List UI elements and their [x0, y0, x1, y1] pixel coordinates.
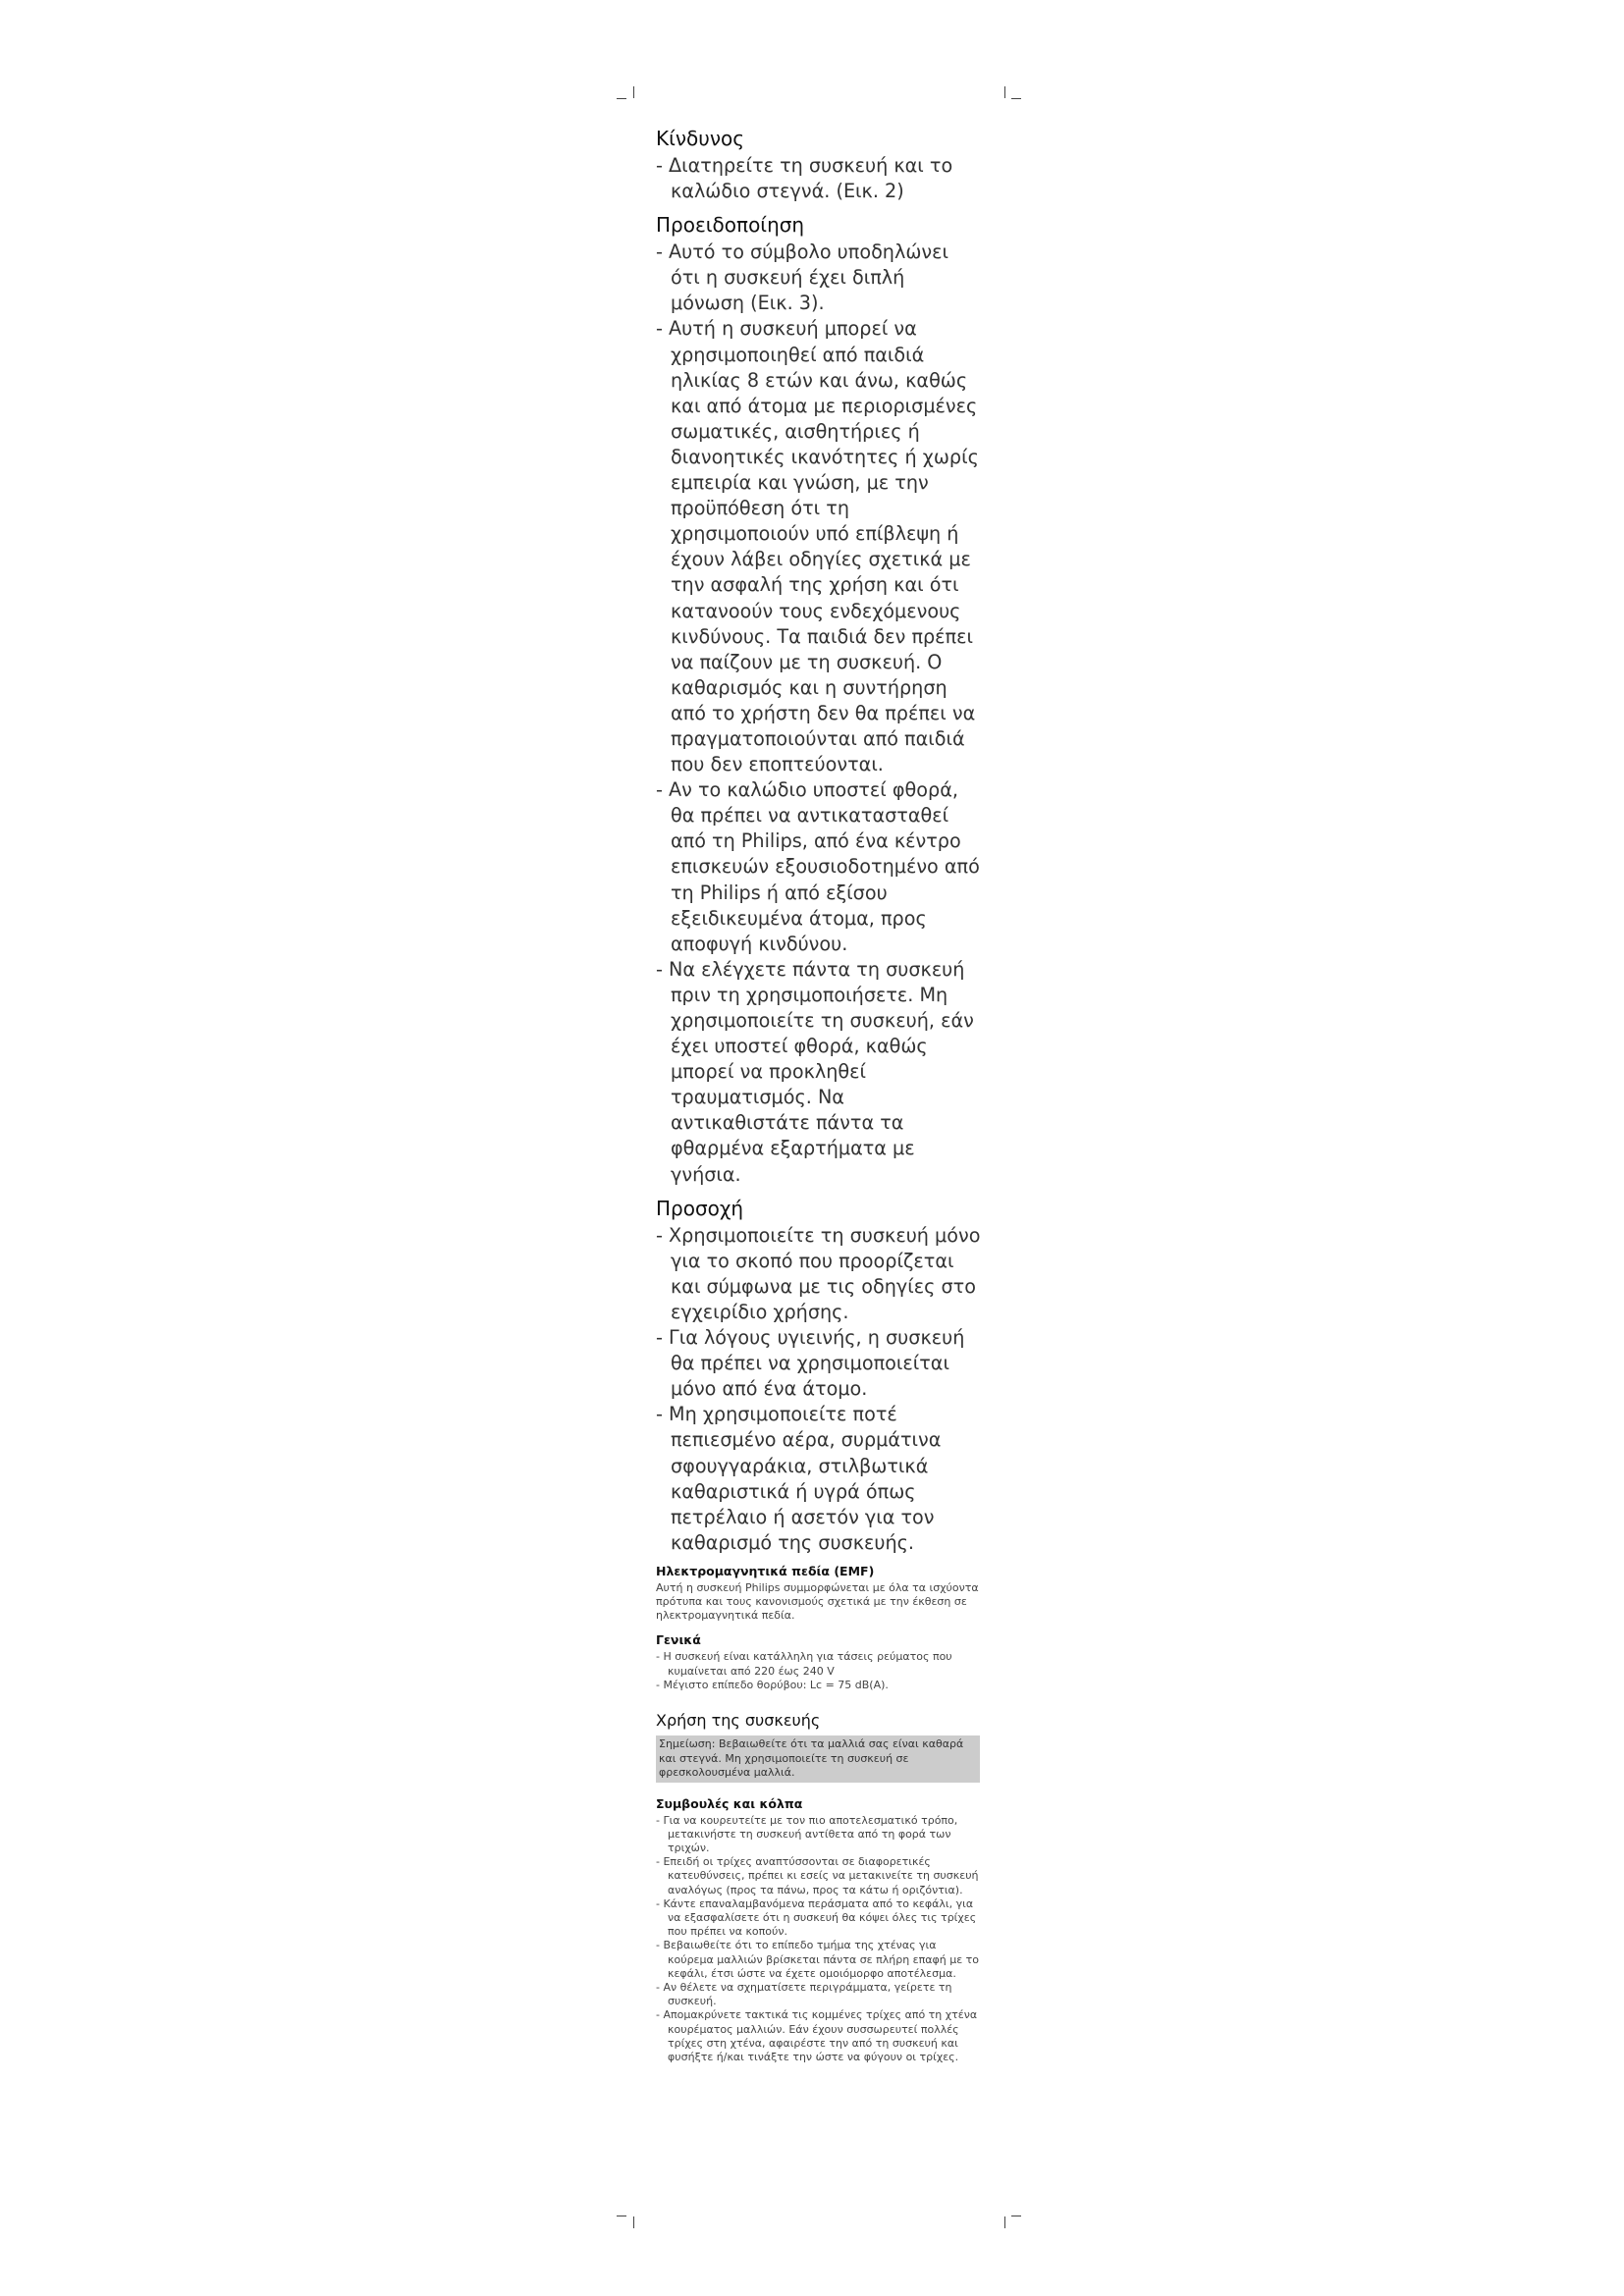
caution-item: - Για λόγους υγιεινής, η συσκευή θα πρέπει να χρησιμοποιείται μόνο από ένα άτομο. — [656, 1326, 965, 1401]
emf-text: Αυτή η συσκευή Philips συμμορφώνεται με όλα τα ισχύοντα πρότυπα και τους κανονισμούς σχετικά με την έκθεση σε ηλεκτρομαγνητικά πεδία. — [656, 1580, 979, 1623]
tips-section — [656, 1796, 982, 2065]
general-heading: Γενικά — [656, 1632, 701, 1648]
danger-item: - Διατηρείτε τη συσκευή και το καλώδιο στεγνά. (Εικ. 2) — [656, 154, 953, 203]
emf-section — [656, 1564, 982, 1624]
tips-item: - Κάντε επαναλαμβανόμενα περάσματα από το κεφάλι, για να εξασφαλίσετε ότι η συσκευή θα κόψει όλες τις τρίχες που πρέπει να κοπούν. — [656, 1896, 977, 1939]
danger-heading: Κίνδυνος — [656, 127, 745, 150]
crop-mark-top-right-h — [1011, 98, 1021, 99]
crop-mark-top-right — [1004, 86, 1005, 98]
tips-item: - Επειδή οι τρίχες αναπτύσσονται σε διαφορετικές κατευθύνσεις, πρέπει κι εσείς να μετακινείτε τη συσκευή αναλόγως (προς τα πάνω, προς τα κάτω ή οριζόντια). — [656, 1855, 979, 1896]
tips-heading: Συμβουλές και κόλπα — [656, 1795, 803, 1811]
warning-item: - Αυτό το σύμβολο υποδηλώνει ότι η συσκευή έχει διπλή μόνωση (Εικ. 3). — [656, 240, 948, 315]
emf-heading: Ηλεκτρομαγνητικά πεδία (EMF) — [656, 1563, 875, 1578]
warning-item: - Να ελέγχετε πάντα τη συσκευή πριν τη χρησιμοποιήσετε. Μη χρησιμοποιείτε τη συσκευή, εάν έχει υποστεί φθορά, καθώς μπορεί να προκληθεί τραυματισμός. Να αντικαθιστάτε πάντα τα φθαρμένα εξαρτήματα με γνήσια. — [656, 957, 974, 1186]
usage-heading: Χρήση της συσκευής — [656, 1711, 821, 1731]
warning-section — [656, 212, 982, 1187]
caution-item: - Χρησιμοποιείτε τη συσκευή μόνο για το σκοπό που προορίζεται και σύμφωνα με τις οδηγίες στο εγχειρίδιο χρήσης. — [656, 1223, 981, 1323]
warning-heading: Προειδοποίηση — [656, 213, 805, 238]
general-item: - Μέγιστο επίπεδο θορύβου: Lc = 75 dB(A). — [656, 1678, 889, 1691]
manual-column — [656, 126, 982, 2064]
caution-section — [656, 1196, 982, 1556]
tips-item: - Απομακρύνετε τακτικά τις κομμένες τρίχες από τη χτένα κουρέματος μαλλιών. Εάν έχουν συσσωρευτεί πολλές τρίχες στη χτένα, αφαιρέστε την από τη συσκευή και φυσήξτε ή/και τινάξτε την ώστε να φύγουν οι τρίχες. — [656, 2008, 978, 2064]
tips-item: - Βεβαιωθείτε ότι το επίπεδο τμήμα της χτένας για κούρεμα μαλλιών βρίσκεται πάντα σε πλήρη επαφή με το κεφάλι, έτσι ώστε να έχετε ομοιόμορφο αποτέλεσμα. — [656, 1939, 980, 1980]
general-item: - Η συσκευή είναι κατάλληλη για τάσεις ρεύματος που κυμαίνεται από 220 έως 240 V — [656, 1650, 952, 1678]
crop-mark-bottom-right — [1004, 2216, 1005, 2228]
crop-mark-top-left-h — [617, 98, 626, 99]
usage-note: Σημείωση: Βεβαιωθείτε ότι τα μαλλιά σας είναι καθαρά και στεγνά. Μη χρησιμοποιείτε τη συσκευή σε φρεσκολουσμένα μαλλιά. — [656, 1735, 980, 1783]
tips-item: - Για να κουρευτείτε με τον πιο αποτελεσματικό τρόπο, μετακινήστε τη συσκευή αντίθετα από τη φορά των τριχών. — [656, 1813, 958, 1854]
tips-item: - Αν θέλετε να σχηματίσετε περιγράμματα, γείρετε τη συσκευή. — [656, 1981, 952, 2008]
general-section — [656, 1632, 982, 1692]
crop-mark-bottom-left — [633, 2216, 634, 2228]
warning-item: - Αν το καλώδιο υποστεί φθορά, θα πρέπει να αντικατασταθεί από τη Philips, από ένα κέντρο επισκευών εξουσιοδοτημένο από τη Philips ή από εξίσου εξειδικευμένα άτομα, προς αποφυγή κινδύνου. — [656, 778, 980, 955]
caution-heading: Προσοχή — [656, 1196, 744, 1220]
caution-item: - Μη χρησιμοποιείτε ποτέ πεπιεσμένο αέρα, συρμάτινα σφουγγαράκια, στιλβωτικά καθαριστικά ή υγρά όπως πετρέλαιο ή ασετόν για τον καθαρισμό της συσκευής. — [656, 1403, 942, 1554]
usage-section — [656, 1710, 982, 1783]
warning-item: - Αυτή η συσκευή μπορεί να χρησιμοποιηθεί από παιδιά ηλικίας 8 ετών και άνω, καθώς και από άτομα με περιορισμένες σωματικές, αισθητήριες ή διανοητικές ικανότητες ή χωρίς εμπειρία και γνώση, με την προϋπόθεση ότι τη χρησιμοποιούν υπό επίβλεψη ή έχουν λάβει οδηγίες σχετικά με την ασφαλή της χρήση και ότι κατανοούν τους ενδεχόμενους κινδύνους. Τα παιδιά δεν πρέπει να παίζουν με τη συσκευή. Ο καθαρισμός και η συντήρηση από το χρήστη δεν θα πρέπει να πραγματοποιούνται από παιδιά που δεν εποπτεύονται. — [656, 317, 979, 776]
danger-section — [656, 126, 982, 204]
crop-mark-top-left — [633, 86, 634, 98]
